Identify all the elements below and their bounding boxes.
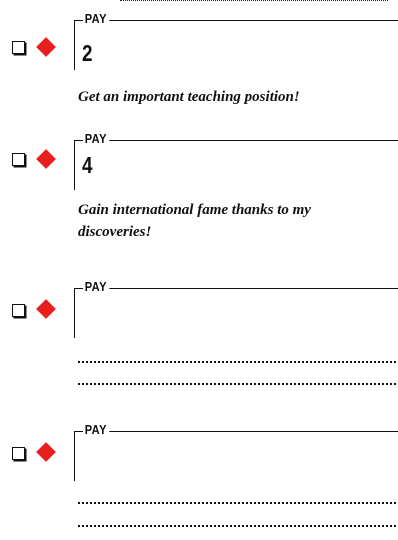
pay-value: 4 — [82, 152, 93, 178]
pay-label: PAY — [83, 131, 109, 147]
pay-value: 2 — [82, 40, 93, 66]
goal-text: Gain international fame thanks to my discoveries! — [78, 202, 311, 240]
pay-label: PAY — [83, 11, 109, 27]
goal-dotted-line[interactable] — [78, 502, 396, 504]
pay-field[interactable] — [74, 422, 398, 481]
checkbox-icon[interactable] — [12, 447, 25, 460]
diamond-icon — [36, 442, 56, 462]
pay-label: PAY — [83, 279, 109, 295]
pay-label: PAY — [83, 422, 109, 438]
goal-text: Get an important teaching position! — [78, 89, 300, 105]
goal-dotted-line[interactable] — [78, 525, 396, 527]
